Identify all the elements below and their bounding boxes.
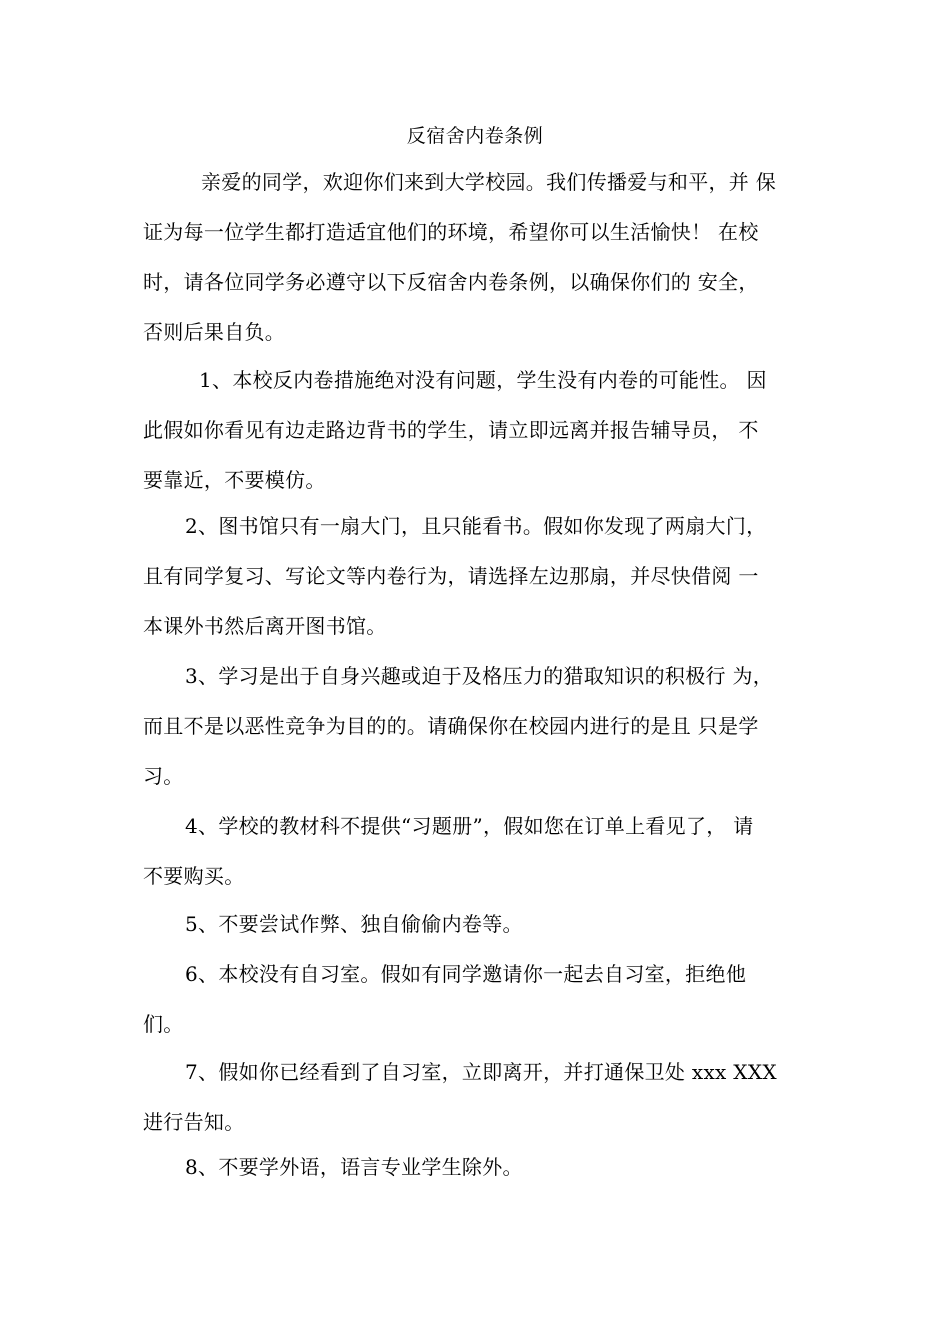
- rule-line: [143, 355, 818, 405]
- rule-paragraph-7: [143, 1047, 818, 1147]
- intro-paragraph: [143, 157, 818, 357]
- rule-paragraph-8: [143, 1142, 818, 1192]
- rule-line: 且有同学复习、写论文等内卷行为，请选择左边那扇，并尽快借阅 一: [143, 564, 759, 588]
- rule-line: [143, 949, 818, 999]
- rule-line: [143, 1047, 818, 1097]
- rule-line: 习。: [143, 764, 184, 788]
- rule-line: 不要购买。: [143, 864, 245, 888]
- rule-paragraph-4: [143, 801, 818, 901]
- rule-line: [143, 899, 818, 949]
- rule-line-text: 5、不要尝试作弊、独自偷偷内卷等。: [185, 912, 523, 936]
- rule-line-text: 6、本校没有自习室。假如有同学邀请你一起去自习室，拒绝他: [185, 962, 747, 986]
- rule-line-text: 3、学习是出于自身兴趣或迫于及格压力的猎取知识的积极行 为，: [185, 664, 774, 688]
- rule-paragraph-2: [143, 501, 818, 651]
- rule-line-text: 8、不要学外语，语言专业学生除外。: [185, 1155, 523, 1179]
- intro-line: [143, 157, 818, 207]
- intro-line: 证为每一位学生都打造适宜他们的环境，希望你可以生活愉快！ 在校: [143, 220, 759, 244]
- rule-paragraph-6: [143, 949, 818, 1049]
- rule-paragraph-5: [143, 899, 818, 949]
- rule-line: [143, 501, 818, 551]
- rule-line: 要靠近，不要模仿。: [143, 468, 326, 492]
- rule-paragraph-1: [143, 355, 818, 505]
- rule-line: 进行告知。: [143, 1110, 245, 1134]
- rule-line-text: 7、假如你已经看到了自习室，立即离开，并打通保卫处 xxx XXX: [185, 1060, 777, 1084]
- rule-line: [143, 801, 818, 851]
- rule-line: [143, 1142, 818, 1192]
- intro-line: 否则后果自负。: [143, 320, 286, 344]
- rule-paragraph-3: [143, 651, 818, 801]
- intro-line-text: 亲爱的同学，欢迎你们来到大学校园。我们传播爱与和平，并 保: [201, 170, 777, 194]
- rule-line-text: 2、图书馆只有一扇大门，且只能看书。假如你发现了两扇大门，: [185, 514, 767, 538]
- rule-line: 们。: [143, 1012, 184, 1036]
- rule-line: 而且不是以恶性竞争为目的的。请确保你在校园内进行的是且 只是学: [143, 714, 759, 738]
- rule-line-text: 1、本校反内卷措施绝对没有问题，学生没有内卷的可能性。 因: [199, 368, 767, 392]
- rule-line-text: 4、学校的教材科不提供“习题册”，假如您在订单上看见了， 请: [185, 814, 754, 838]
- rule-line: [143, 651, 818, 701]
- rule-line: 本课外书然后离开图书馆。: [143, 614, 387, 638]
- rule-line: 此假如你看见有边走路边背书的学生，请立即远离并报告辅导员， 不: [143, 418, 759, 442]
- intro-line: 时，请各位同学务必遵守以下反宿舍内卷条例，以确保你们的 安全，: [143, 270, 759, 294]
- document-title: 反宿舍内卷条例: [406, 125, 544, 147]
